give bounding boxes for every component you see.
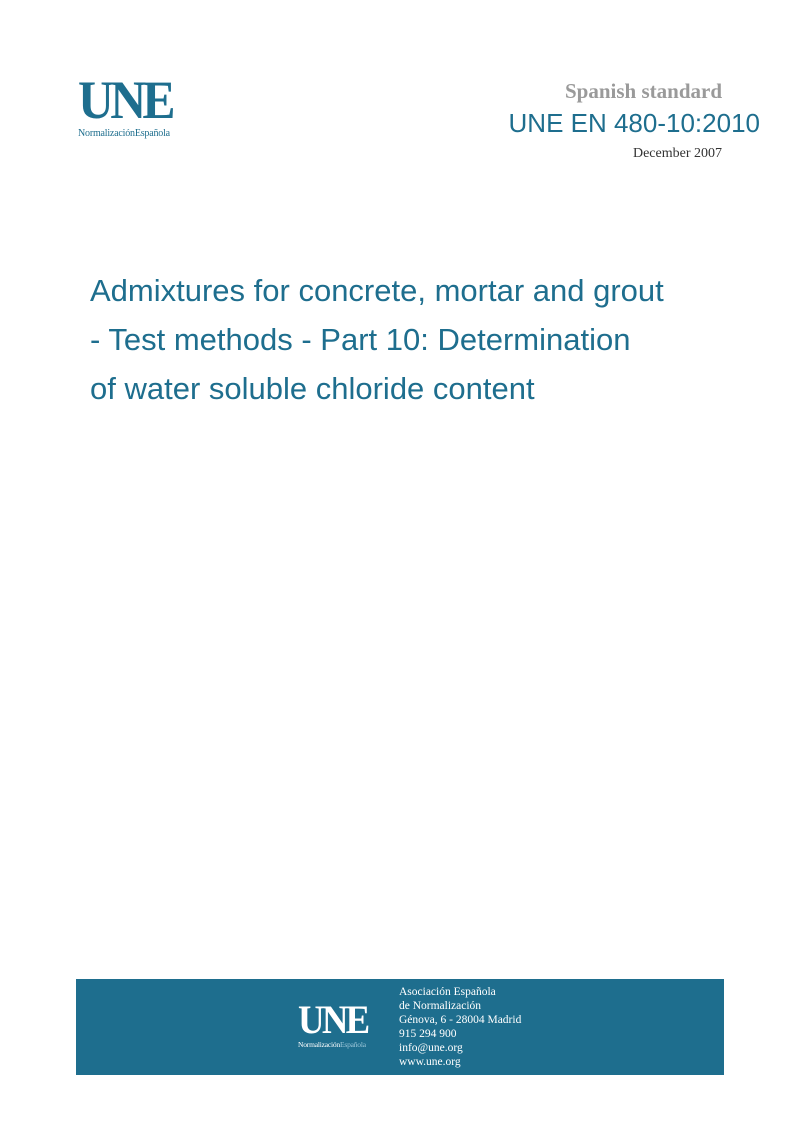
org-phone: 915 294 900 [399,1028,457,1040]
title-line-1: Admixtures for concrete, mortar and grout [90,273,664,308]
standard-header [508,78,760,163]
logo-wordmark: UNE [78,70,172,130]
footer-banner [76,979,724,1075]
document-title [90,266,710,413]
org-name-line1: Asociación Española [399,986,496,998]
logo-subtitle-part2: Española [134,128,170,139]
footer-logo-wordmark: UNE [298,997,368,1042]
standard-date: December 2007 [632,146,722,161]
org-website[interactable]: www.une.org [399,1056,461,1068]
footer-logo-subtitle-part2: Española [339,1040,366,1049]
footer-contact [399,985,521,1069]
footer-une-logo [298,997,373,1049]
title-line-3: of water soluble chloride content [90,371,535,406]
une-logo [78,70,198,139]
standard-code: UNE EN 480-10:2010 [508,108,760,138]
standard-type: Spanish standard [565,79,722,103]
org-name-line2: de Normalización [399,1000,482,1012]
logo-subtitle-part1: Normalización [78,128,135,139]
title-line-2: - Test methods - Part 10: Determination [90,322,631,357]
org-email[interactable]: info@une.org [399,1042,463,1054]
footer-logo-subtitle-part1: Normalización [298,1040,340,1049]
org-address: Génova, 6 - 28004 Madrid [399,1014,522,1026]
